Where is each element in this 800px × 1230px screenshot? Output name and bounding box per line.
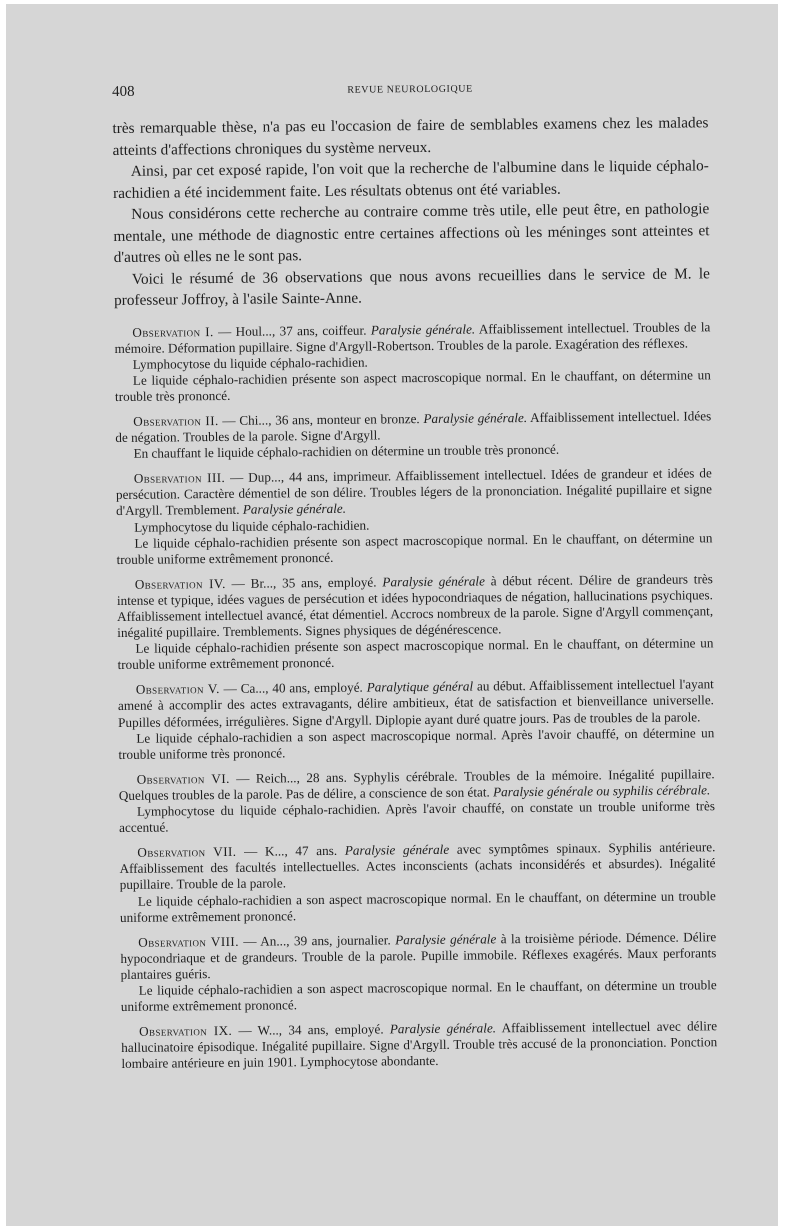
observation-paragraph: Le liquide céphalo-rachidien a son aspect macroscopique normal. En le chauffant, on détermine un trouble uniforme extrêmement prononcé. <box>120 977 717 1015</box>
observation-paragraph: Lymphocytose du liquide céphalo-rachidien. <box>132 354 368 372</box>
intro-paragraph: très remarquable thèse, n'a pas eu l'occasion de faire de semblables examens chez les malades atteints d'affections chroniques du système nerveux. <box>112 114 709 159</box>
observation-text: Affaiblissement intellectuel avec délire hallucinatoire épisodique. Inégalité pupillaire. Signe d'Argyll. Trouble très accusé de la prononciation. Ponction lombaire antérieure en juin 1901. Lymphocytose abondante. <box>121 1018 718 1072</box>
observation-text: à la troisième période. Démence. Délire hypocondriaque et de grandeurs. Trouble de la parole. Pupille immobile. Réflexes exagérés. Maux perforants plantaires guéris. <box>120 928 717 982</box>
observation-diagnosis: Paralysie générale <box>382 573 485 590</box>
observation-label: Observation V. <box>135 681 220 698</box>
observation-paragraph: Lymphocytose du liquide céphalo-rachidien. <box>134 517 370 535</box>
observation-paragraph: Le liquide céphalo-rachidien présente son aspect macroscopique normal. En le chauffant, on détermine un trouble très prononcé. <box>114 367 711 404</box>
observation-heading <box>120 929 716 983</box>
observation-diagnosis: Paralysie générale <box>344 842 450 859</box>
observations-list <box>114 319 717 1073</box>
page-number: 408 <box>112 83 135 100</box>
observation-text: — Reich..., 28 ans. Syphylis cérébrale. Troubles de la mémoire. Inégalité pupillaire. Quelques troubles de la parole. Pas de délire, a conscience de son état. <box>118 766 715 803</box>
intro-paragraph: Voici le résumé de 36 observations que nous avons recueillies dans le service de M. le professeur Joffroy, à l'asile Sainte-Anne. <box>113 264 710 309</box>
observation-diagnosis: Paralysie générale. <box>370 321 476 338</box>
intro-paragraph: Nous considérons cette recherche au contraire comme très utile, elle peut être, en pathologie mentale, une méthode de diagnostic entre certaines affections où les méninges sont atteintes et d'autres où elles ne le sont pas. <box>113 200 710 266</box>
observation-heading <box>119 839 715 893</box>
intro-text <box>112 112 710 311</box>
observation-paragraph: Le liquide céphalo-rachidien présente son aspect macroscopique normal. En le chauffant, on détermine un trouble uniforme extrêmement prononcé. <box>117 635 714 673</box>
observation-diagnosis: Paralysie générale. <box>242 501 347 518</box>
scan-margin <box>778 0 800 1230</box>
observation-label: Observation IX. <box>139 1023 233 1039</box>
observation-text: — An..., 39 ans, journalier. <box>238 932 396 949</box>
observation-text: au début. Affaiblissement intellectuel l'ayant amené à accomplir des actes extravagants, délire ambitieux, état de satisfaction et bienveillance universelle. Pupilles déformées, irrégulières. Signe d'Argyll. Diplopie ayant duré quatre jours. Pas de troubles de la parole. <box>117 676 715 730</box>
observation-text: à début récent. Délire de grandeurs très intense et typique, idées vagues de persécution et idées hypocondriaques de négation, hallucinations psychiques. Affaiblissement intellectuel avancé, état démentiel. Accrocs nombreux de la parole. Signe d'Argyll commençant, inégalité pupillaire. Tremblements. Signes physiques de dégénérescence. <box>116 571 714 641</box>
observation-paragraph: Lymphocytose du liquide céphalo-rachidien. Après l'avoir chauffé, on constate un trouble uniforme très accentué. <box>119 798 716 836</box>
observation-text: — Br..., 35 ans, employé. <box>225 574 383 591</box>
observation-paragraph: Le liquide céphalo-rachidien a son aspect macroscopique normal. Après l'avoir chauffé, on détermine un trouble uniforme très prononcé. <box>118 724 715 762</box>
observation-label: Observation II. <box>133 412 219 429</box>
observation-label: Observation VI. <box>136 770 230 787</box>
observation-text: — Ca..., 40 ans, employé. <box>219 679 367 697</box>
observation-label: Observation III. <box>133 470 226 487</box>
observation-paragraph: En chauffant le liquide céphalo-rachidien on détermine un trouble très prononcé. <box>133 441 560 461</box>
observation-text: — K..., 47 ans. <box>236 843 345 860</box>
observation-label: Observation VIII. <box>138 933 239 950</box>
observation-text: — Chi..., 36 ans, monteur en bronze. <box>218 410 424 428</box>
page-header <box>112 78 708 106</box>
observation-diagnosis: Paralysie générale. <box>423 409 528 426</box>
observation-paragraph: Le liquide céphalo-rachidien présente son aspect macroscopique normal. En le chauffant, on détermine un trouble uniforme extrêmement prononcé. <box>116 529 713 567</box>
observation-text: Affaiblissement intellectuel. Troubles de la mémoire. Déformation pupillaire. Signe d'Argyll-Robertson. Troubles de la parole. Exagération des réflexes. <box>114 318 711 356</box>
observation-heading <box>121 1018 717 1072</box>
document-page <box>112 78 717 1072</box>
observation-paragraph: Le liquide céphalo-rachidien a son aspect macroscopique normal. En le chauffant, on détermine un trouble uniforme extrêmement prononcé. <box>119 887 716 925</box>
observation-text: — Dup..., 44 ans, imprimeur. Affaiblissement intellectuel. Idées de grandeur et idées de persécution. Caractère démentiel de son délire. Troubles légers de la prononciation. Inégalité pupillaire et signe d'Argyll. Tremblement. <box>115 465 712 519</box>
observation-diagnosis: Paralysie générale ou syphilis cérébrale. <box>492 782 711 800</box>
observation-diagnosis: Paralytique général <box>366 678 474 695</box>
observation-text: avec symptômes spinaux. Syphilis antérieure. Affaiblissement des facultés intellectuelles. Actes inconscients (achats inconsidérés et absurdes). Inégalité pupillaire. Trouble de la parole. <box>119 839 716 893</box>
observation-text: Affaiblissement intellectuel. Idées de négation. Troubles de la parole. Signe d'Argyll. <box>115 408 712 446</box>
intro-paragraph: Ainsi, par cet exposé rapide, l'on voit que la recherche de l'albumine dans le liquide céphalo-rachidien a été incidemment faite. Les résultats obtenus ont été variables. <box>112 157 709 202</box>
observation-label: Observation I. <box>132 323 214 340</box>
observation-heading <box>114 319 710 357</box>
running-head: REVUE NEUROLOGIQUE <box>347 83 473 96</box>
observation-label: Observation VII. <box>137 844 237 861</box>
observation-heading <box>118 677 714 731</box>
observation-text: — W..., 34 ans, employé. <box>232 1021 390 1039</box>
observation-text: — Houl..., 37 ans, coiffeur. <box>213 322 371 339</box>
observation-heading <box>116 466 712 520</box>
observation-diagnosis: Paralysie générale. <box>389 1020 497 1037</box>
observation-heading <box>117 571 714 641</box>
observation-label: Observation IV. <box>134 575 226 592</box>
observation-diagnosis: Paralysie générale <box>395 931 497 948</box>
